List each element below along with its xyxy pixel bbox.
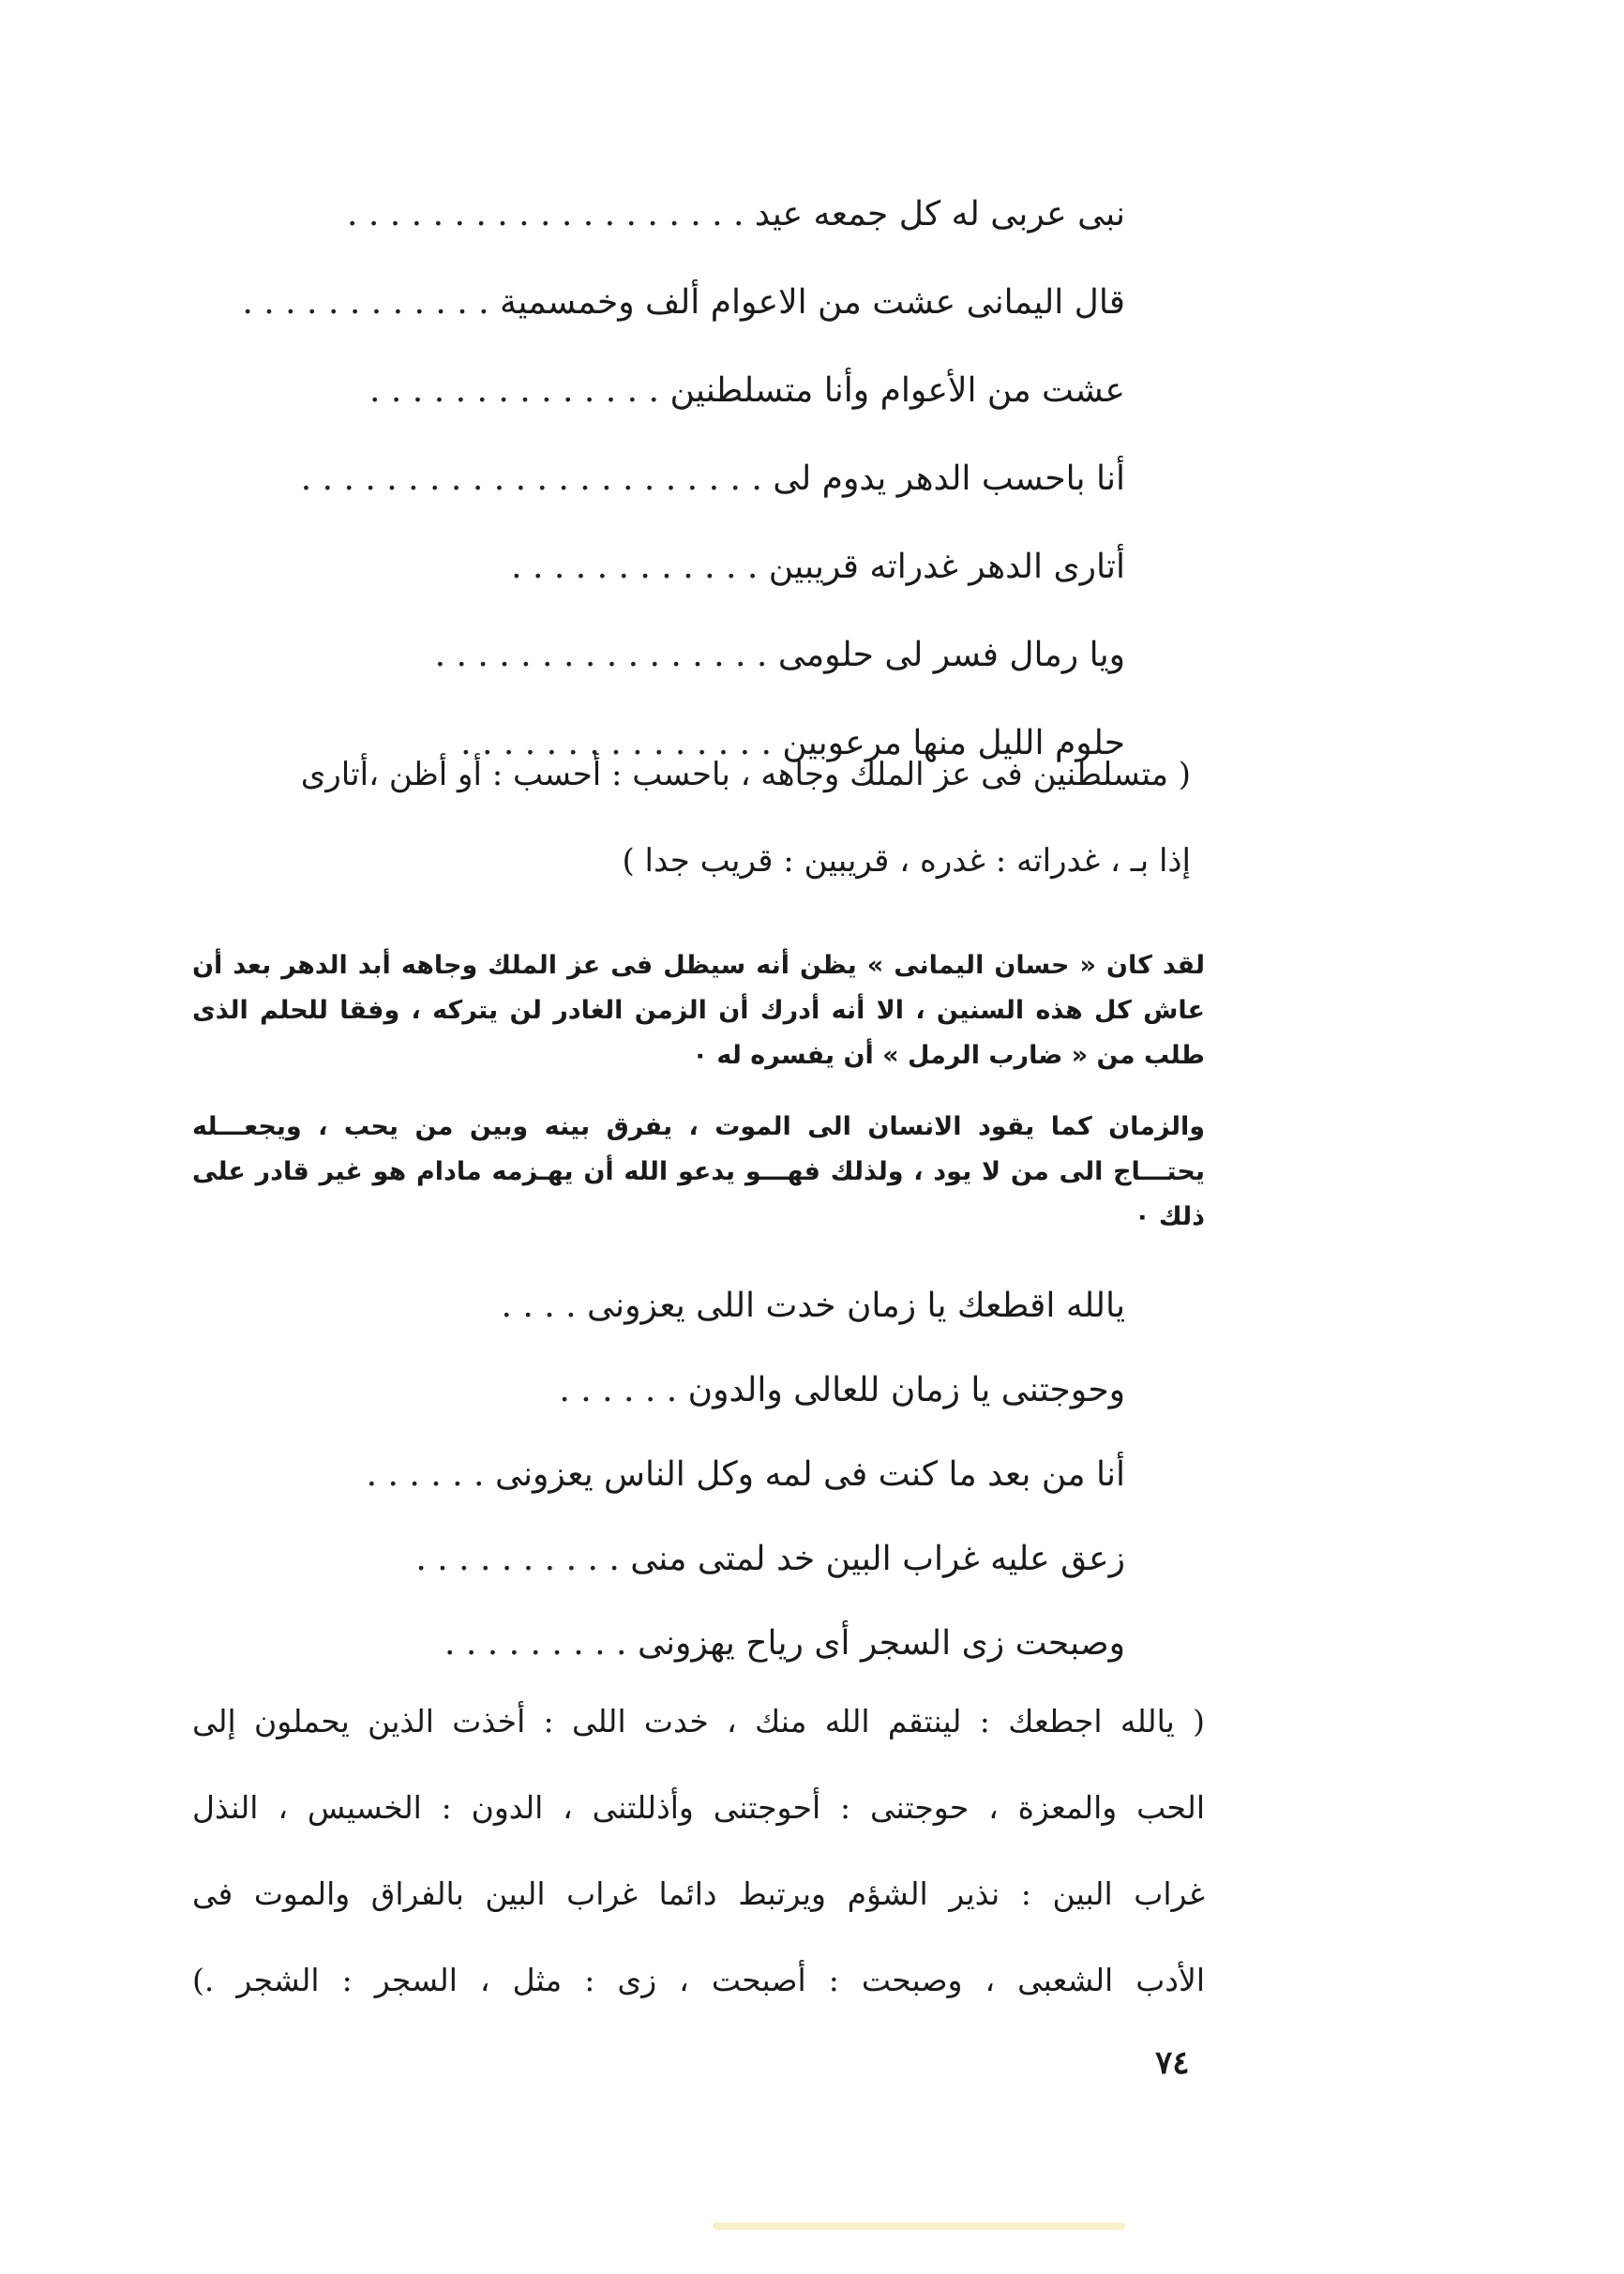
glossary-line: الأدب الشعبى ، وصبحت : أصبحت ، زى : مثل ، السجر : الشجر .)	[192, 1962, 1205, 1998]
glossary-note-top	[263, 731, 1191, 904]
verse-line: أنا من بعد ما كنت فى لمه وكل الناس يعزونى . . . . . .	[366, 1455, 1125, 1494]
glossary-line: إذا بـ ، غدراته : غدره ، قريبين : قريب جدا )	[622, 842, 1191, 880]
verse-line: وحوجتنى يا زمان للعالى والدون . . . . . .	[559, 1371, 1125, 1409]
verse-line: زعق عليه غراب البين خد لمتى منى . . . . . . . . . .	[415, 1540, 1125, 1578]
verse-line: نبى عربى له كل جمعه عيد . . . . . . . . . . . . . . . . . . .	[347, 195, 1125, 233]
verse-block-bottom	[309, 1264, 1125, 1686]
glossary-note-bottom	[192, 1679, 1205, 2024]
glossary-line: ( متسلطنين فى عز الملك وجاهه ، باحسب : أحسب : أو أظن ،أتارى	[300, 756, 1191, 793]
glossary-line: ( يالله اجطعك : لينتقم الله منك ، خدت اللى : أخذت الذين يحملون إلى	[192, 1703, 1205, 1739]
commentary-prose	[192, 943, 1205, 1266]
glossary-line: غراب البين : نذير الشؤم ويرتبط دائما غراب البين بالفراق والموت فى	[192, 1875, 1205, 1912]
verse-line: حلوم الليل منها مرعوبين . . . . . . . . . . . . . . .	[460, 724, 1125, 762]
page-number: ٧٤	[1155, 2044, 1190, 2082]
commentary-paragraph: والزمان كما يقود الانسان الى الموت ، يفرق بينه وبين من يحب ، ويجعـــله يحتـــاج الى من لا يود ، ولذلك فهـــو يدعو الله أن يهـزمه مادام هو غير قادر على ذلك ٠	[192, 1112, 1205, 1231]
verse-line: يالله اقطعك يا زمان خدت اللى يعزونى . . . .	[501, 1287, 1125, 1325]
commentary-paragraph: لقد كان « حسان اليمانى » يظن أنه سيظل فى عز الملك وجاهه أبد الدهر بعد أن عاش كل هذه السنين ، الا أنه أدرك أن الزمن الغادر لن يتركه ، وفقا للحلم الذى طلب من « ضارب الرمل » أن يفسره له ٠	[192, 951, 1205, 1070]
verse-line: أنا باحسب الدهر يدوم لى . . . . . . . . . . . . . . . . . . . . . .	[300, 459, 1125, 498]
verse-line: ويا رمال فسر لى حلومى . . . . . . . . . . . . . . . .	[434, 636, 1125, 674]
verse-line: قال اليمانى عشت من الاعوام ألف وخمسمية . . . . . . . . . . . .	[242, 283, 1125, 322]
verse-line: وصبحت زى السجر أى رياح يهزونى . . . . . . . . .	[444, 1624, 1125, 1663]
verse-block-top	[188, 171, 1125, 788]
glossary-line: الحب والمعزة ، حوجتنى : أحوجتنى وأذللتنى ، الدون : الخسيس ، النذل	[192, 1789, 1205, 1826]
paper-stain	[713, 2222, 1125, 2230]
verse-line: أتارى الدهر غدراته قريبين . . . . . . . . . . . .	[511, 548, 1125, 586]
verse-line: عشت من الأعوام وأنا متسلطنين . . . . . . . . . . . . . .	[369, 371, 1125, 410]
